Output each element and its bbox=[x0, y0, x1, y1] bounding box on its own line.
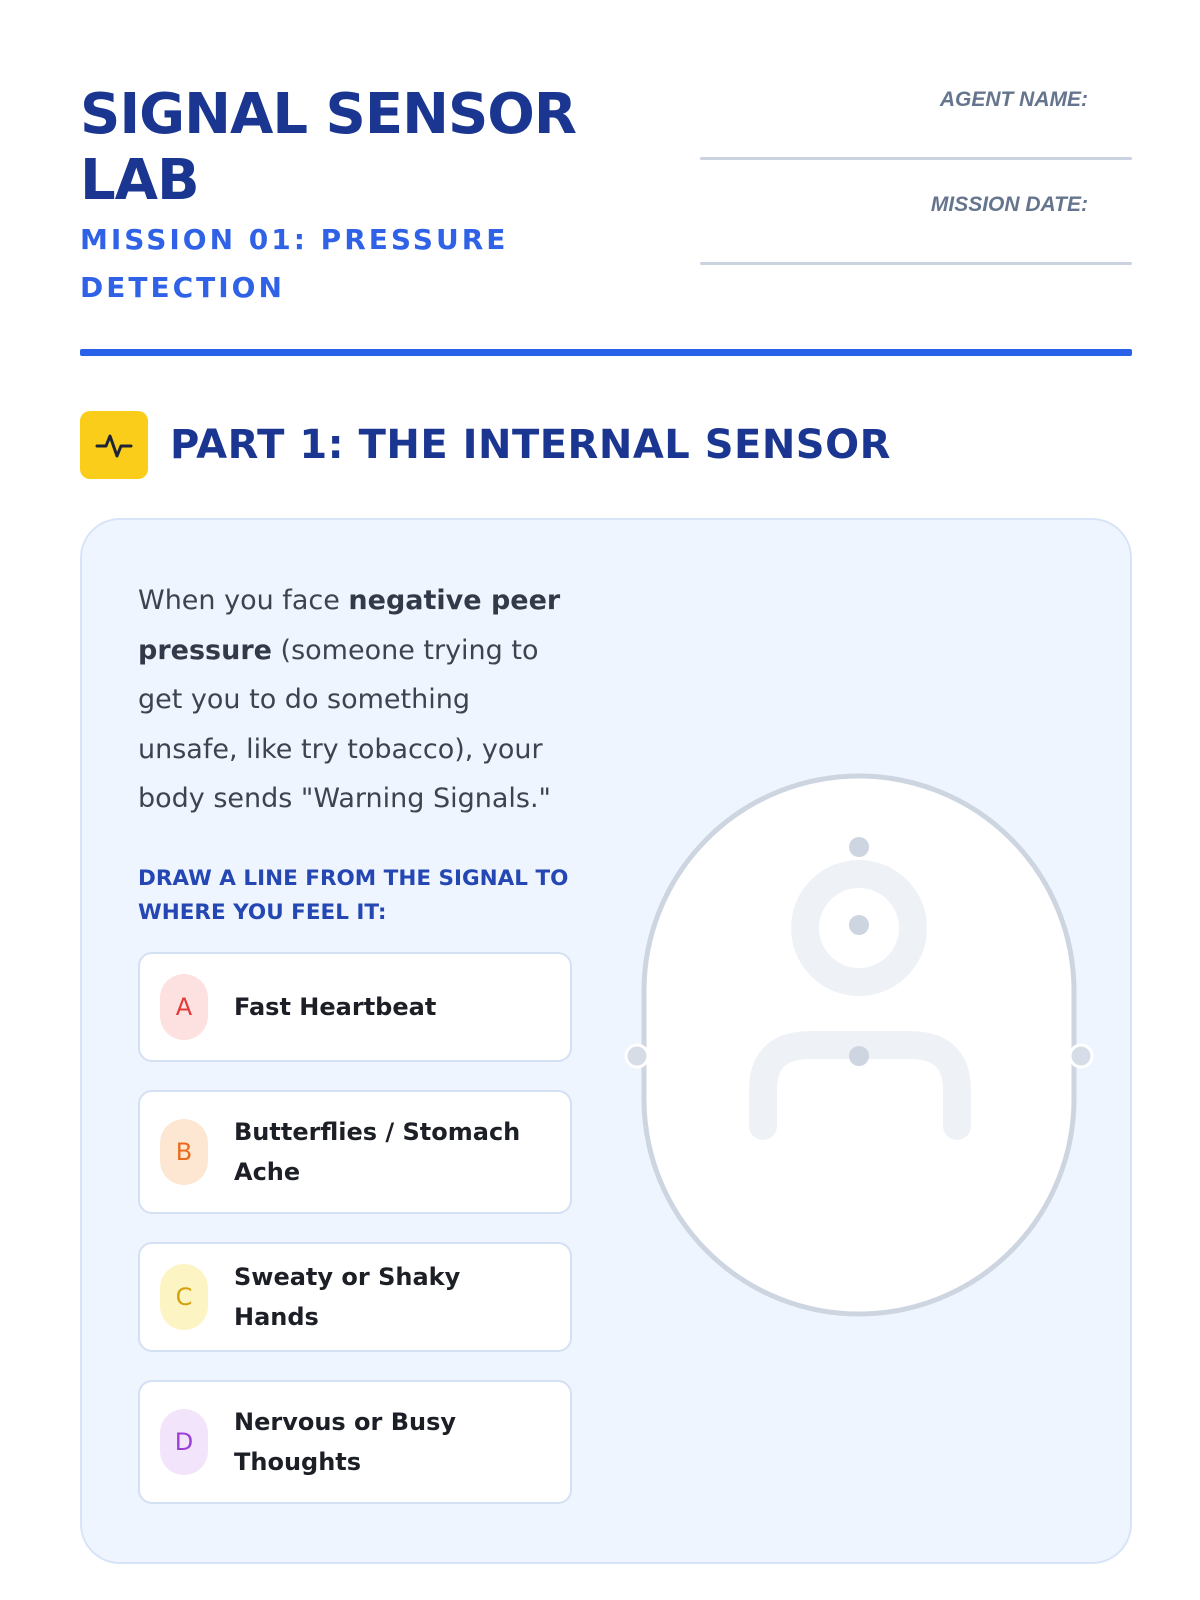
head-center-target-dot[interactable] bbox=[849, 915, 869, 935]
signal-card-a[interactable] bbox=[138, 952, 572, 1062]
mission-date-label: MISSION DATE: bbox=[930, 193, 1088, 216]
signal-label: Nervous or Busy Thoughts bbox=[234, 1408, 457, 1476]
signal-card-d[interactable] bbox=[138, 1380, 572, 1504]
left-hand-target-dot[interactable] bbox=[626, 1045, 648, 1067]
agent-name-field[interactable] bbox=[700, 157, 1132, 160]
mission-date-field[interactable] bbox=[700, 262, 1132, 265]
signal-label: Butterflies / Stomach Ache bbox=[234, 1118, 521, 1186]
section-title: PART 1: THE INTERNAL SENSOR bbox=[170, 422, 891, 468]
signal-label: Fast Heartbeat bbox=[234, 993, 437, 1021]
head-top-target-dot[interactable] bbox=[849, 837, 869, 857]
page-subtitle: MISSION 01: PRESSURE DETECTION bbox=[80, 223, 509, 304]
instruction-text: DRAW A LINE FROM THE SIGNAL TO WHERE YOU FEEL IT: bbox=[138, 866, 569, 925]
chest-target-dot[interactable] bbox=[849, 1046, 869, 1066]
page-title: SIGNAL SENSOR LAB bbox=[80, 82, 577, 213]
pulse-icon bbox=[80, 411, 148, 479]
right-hand-target-dot[interactable] bbox=[1070, 1045, 1092, 1067]
agent-name-label: AGENT NAME: bbox=[939, 88, 1088, 111]
signal-letter-badge: A bbox=[160, 974, 208, 1040]
signal-card-c[interactable] bbox=[138, 1242, 572, 1352]
intro-paragraph: When you face negative peer pressure (someone trying to get you to do something unsafe, like try tobacco), your body sends "Warning Signals." bbox=[138, 585, 561, 814]
header-divider bbox=[80, 349, 1132, 356]
signal-label: Sweaty or Shaky Hands bbox=[234, 1263, 461, 1331]
intro-emphasis: pressure bbox=[138, 634, 272, 666]
signal-card-b[interactable] bbox=[138, 1090, 572, 1214]
signal-letter-badge: C bbox=[160, 1264, 208, 1330]
signal-letter-badge: B bbox=[160, 1119, 208, 1185]
body-outline-diagram bbox=[620, 770, 1100, 1320]
intro-emphasis: negative peer bbox=[348, 585, 561, 616]
signal-letter-badge: D bbox=[160, 1409, 208, 1475]
